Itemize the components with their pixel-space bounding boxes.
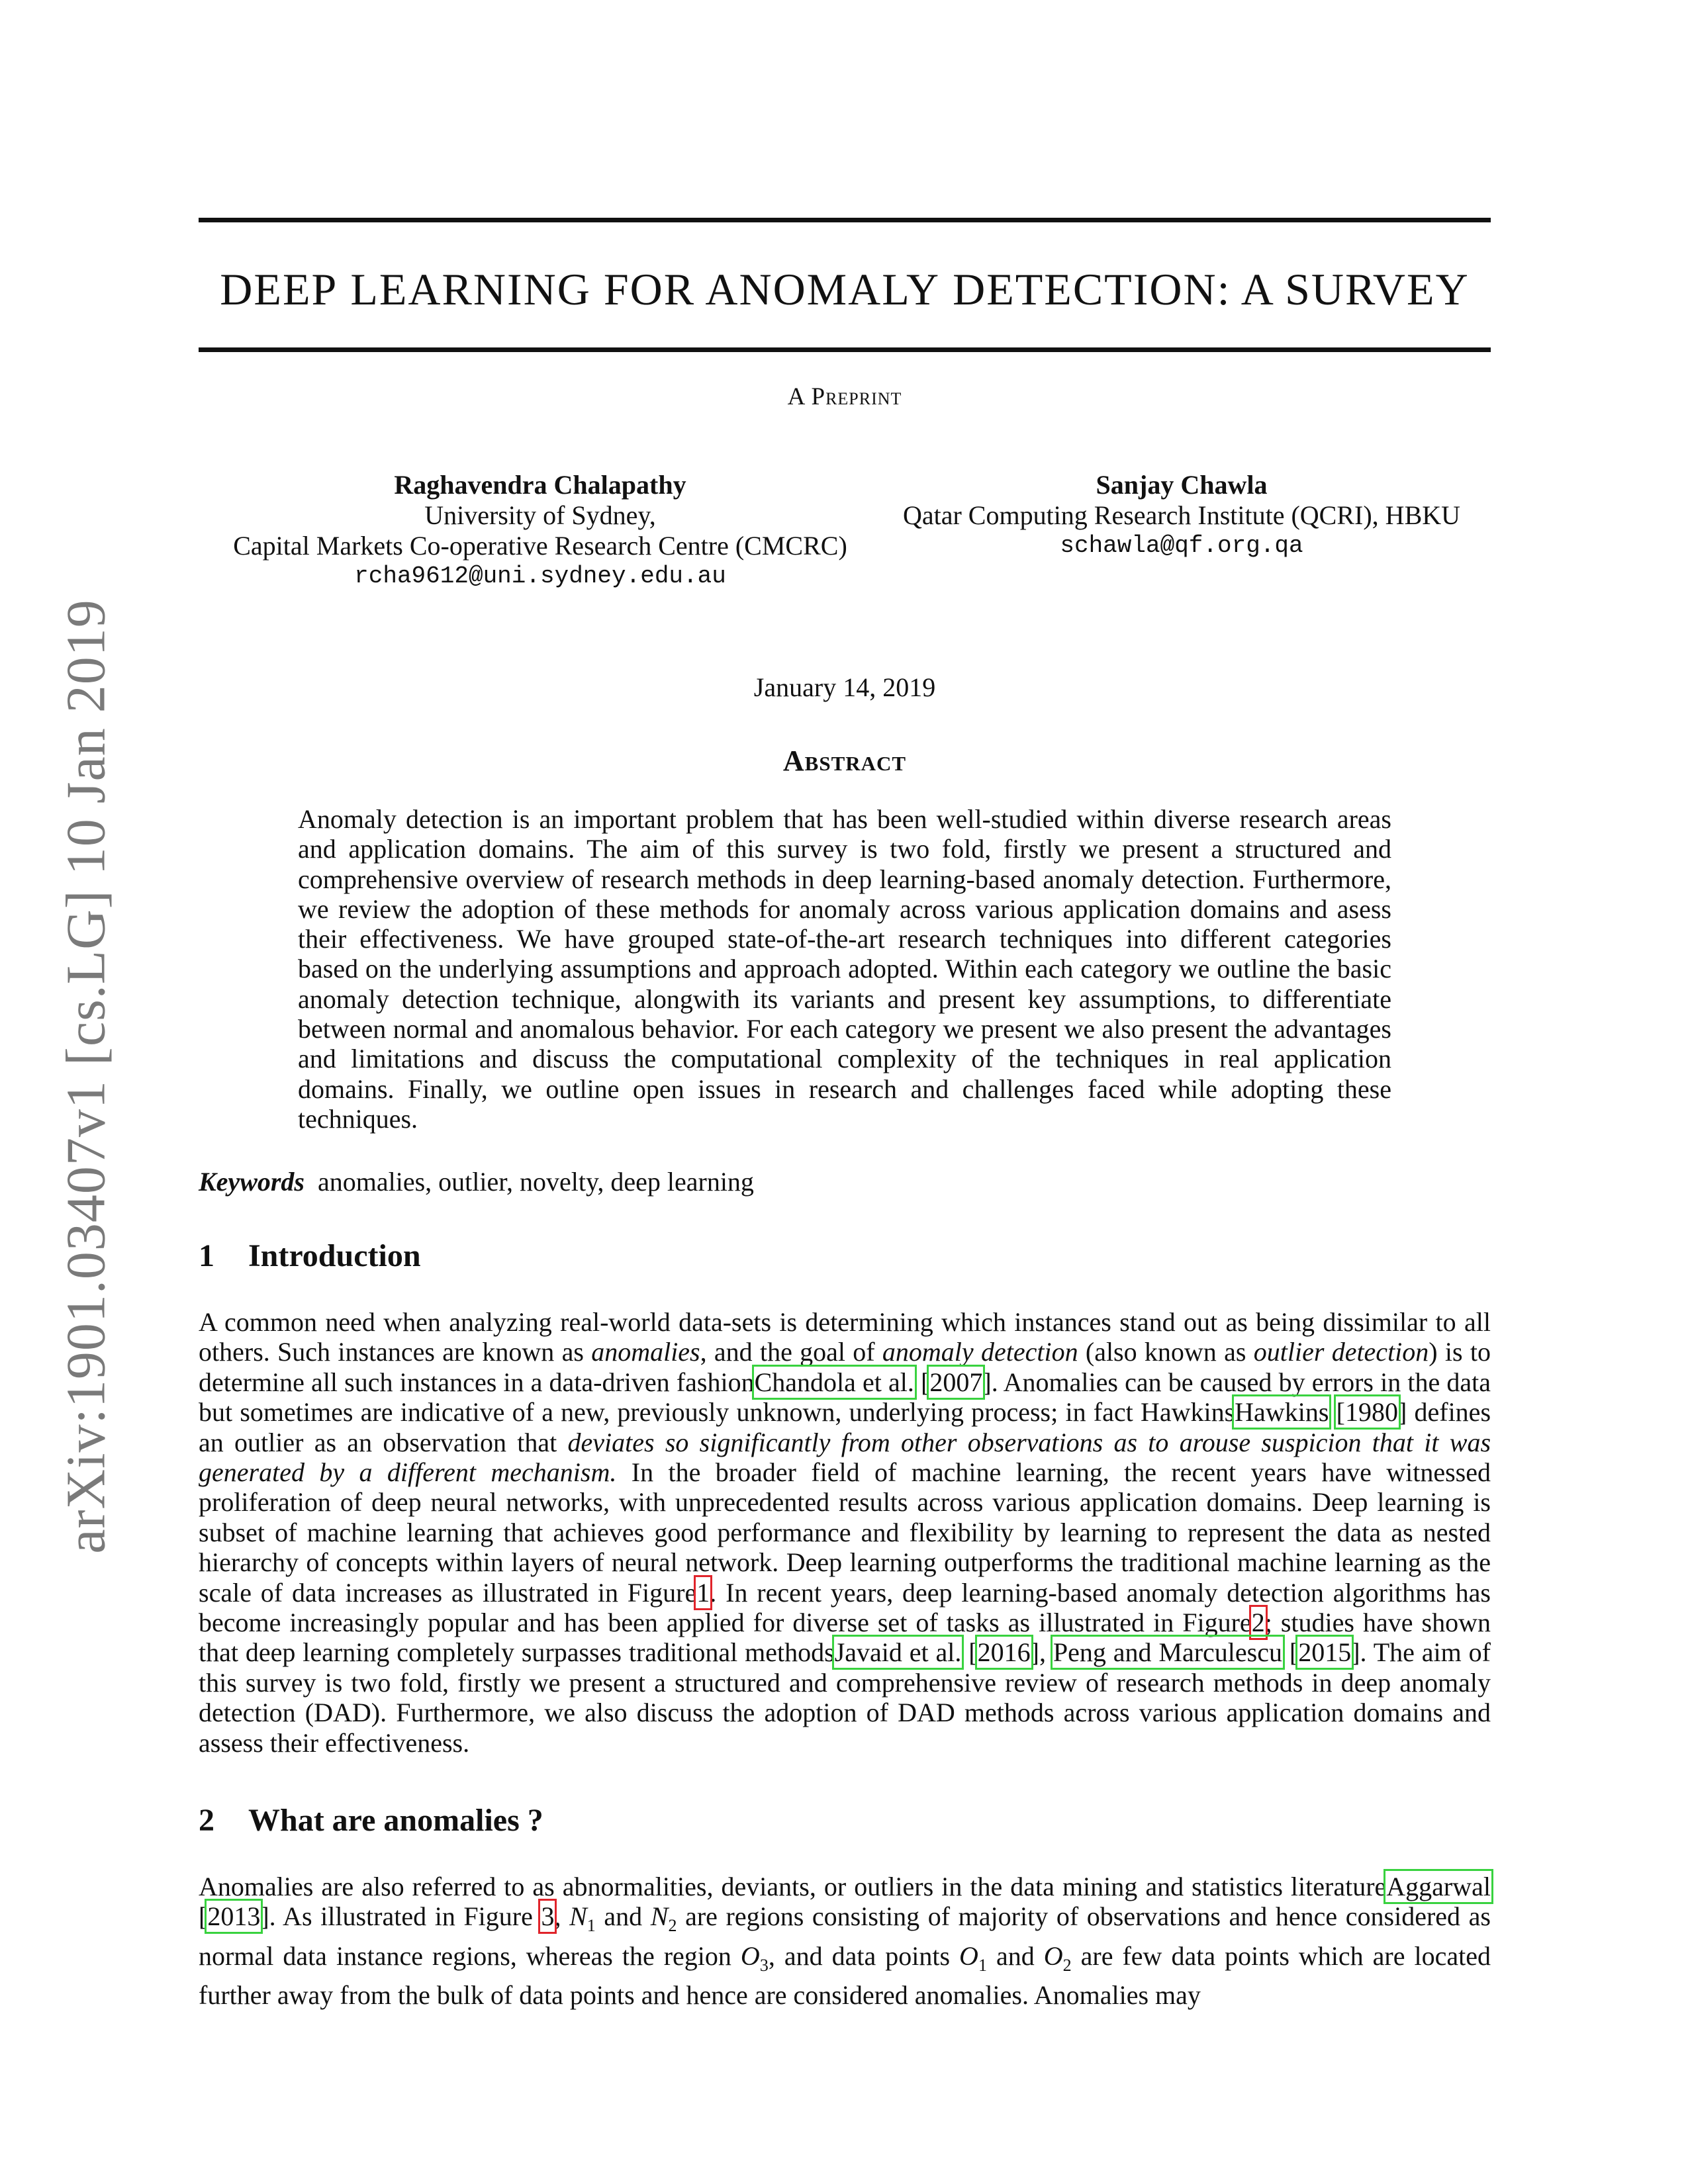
author-2 (827, 470, 1536, 561)
abstract-text: Anomaly detection is an important problem that has been well-studied within diverse research areas and application domains. The aim of this survey is two fold, firstly we present a structured and comprehensive overview of research methods in deep learning-based anomaly detection. Furthermore, we review the adoption of these methods for anomaly across various application domains and asess their effectiveness. We have grouped state-of-the-art research techniques into different categories based on the underlying assumptions and approach adopted. Within each category we outline the basic anomaly detection technique, alongwith its variants and present key assumptions, to differentiate between normal and anomalous behavior. For each category we present we also present the advantages and limitations and discuss the computational complexity of the techniques in real application domains. Finally, we outline open issues in research and challenges faced while adopting these techniques. (298, 804, 1391, 1134)
section-heading-what-are-anomalies: 2 What are anomalies ? (199, 1803, 543, 1838)
keywords-text: anomalies, outlier, novelty, deep learning (318, 1167, 754, 1197)
title-bottom-rule (199, 347, 1491, 352)
author-1-name: Raghavendra Chalapathy (394, 470, 686, 500)
citation-link[interactable]: 2015 (1298, 1637, 1352, 1668)
date: January 14, 2019 (753, 672, 936, 702)
citation-link[interactable]: 2007 (929, 1367, 983, 1397)
section-heading-introduction: 1 Introduction (199, 1238, 421, 1273)
author-1-email[interactable]: rcha9612@uni.sydney.edu.au (354, 563, 726, 590)
citation-link[interactable]: 2013 (207, 1901, 261, 1932)
citation-link[interactable]: Javaid et al. (834, 1637, 962, 1668)
author-2-email[interactable]: schawla@qf.org.qa (1060, 532, 1303, 559)
abstract-heading: Abstract (782, 745, 907, 777)
title-top-rule (199, 218, 1491, 222)
author-2-name: Sanjay Chawla (1096, 470, 1268, 500)
citation-link[interactable]: Hawkins (1235, 1397, 1329, 1428)
citation-link[interactable]: Aggarwal (1386, 1872, 1491, 1901)
anomalies-paragraph: Anomalies are also referred to as abnormalities, deviants, or outliers in the data mining and statistics literatureAggarwal [2013]. As illustrated in Figure 3, $N_1$ and $N_2$ are regions consisting of majority of observations and hence considered as normal data instance regions, whereas the region $O_3$, and data points $O_1$ and $O_2$ are few data points which are located further away from the bulk of data points and hence are considered anomalies. Anomalies may (199, 1872, 1491, 2011)
citation-link[interactable]: 2016 (977, 1637, 1031, 1668)
citation-link[interactable]: Peng and Marculescu (1053, 1637, 1282, 1668)
author-1-affiliation-2: Capital Markets Co-operative Research Centre (CMCRC) (233, 531, 847, 561)
figure-ref-link[interactable]: 1 (696, 1577, 710, 1608)
citation-link[interactable]: [1980 (1336, 1397, 1398, 1428)
author-2-affiliation: Qatar Computing Research Institute (QCRI), HBKU (902, 500, 1461, 530)
preprint-label: A Preprint (787, 383, 902, 410)
arxiv-identifier: arXiv:1901.03407v1 [cs.LG] 10 Jan 2019 (55, 599, 117, 1554)
figure-ref-link[interactable]: 3 (541, 1901, 555, 1932)
paper-title: DEEP LEARNING FOR ANOMALY DETECTION: A SURVEY (220, 264, 1470, 314)
keywords-label: Keywords (199, 1167, 305, 1197)
keywords (199, 1166, 754, 1197)
citation-link[interactable]: Chandola et al. (754, 1367, 914, 1397)
introduction-paragraph: A common need when analyzing real-world data-sets is determining which instances stand out as being dissimilar to all others. Such instances are known as anomalies, and the goal of anomaly detection (also known as outlier detection) is to determine all such instances in a data-driven fashionChandola et al. [2007]. Anomalies can be caused by errors in the data but sometimes are indicative of a new, previously unknown, underlying process; in fact HawkinsHawkins [1980] defines an outlier as an observation that deviates so significantly from other observations as to arouse suspicion that it was generated by a different mechanism. In the broader field of machine learning, the recent years have witnessed proliferation of deep neural networks, with unprecedented results across various application domains. Deep learning is subset of machine learning that achieves good performance and flexibility by learning to represent the data as nested hierarchy of concepts within layers of neural network. Deep learning outperforms the traditional machine learning as the scale of data increases as illustrated in Figure1. In recent years, deep learning-based anomaly detection algorithms has become increasingly popular and has been applied for diverse set of tasks as illustrated in Figure2; studies have shown that deep learning completely surpasses traditional methodsJavaid et al. [2016], Peng and Marculescu [2015]. The aim of this survey is two fold, firstly we present a structured and comprehensive review of research methods in deep anomaly detection (DAD). Furthermore, we also discuss the adoption of DAD methods across various application domains and assess their effectiveness. (199, 1307, 1491, 1758)
figure-ref-link[interactable]: 2 (1251, 1608, 1265, 1638)
author-1-affiliation: University of Sydney, (424, 500, 656, 530)
author-1 (132, 470, 948, 592)
